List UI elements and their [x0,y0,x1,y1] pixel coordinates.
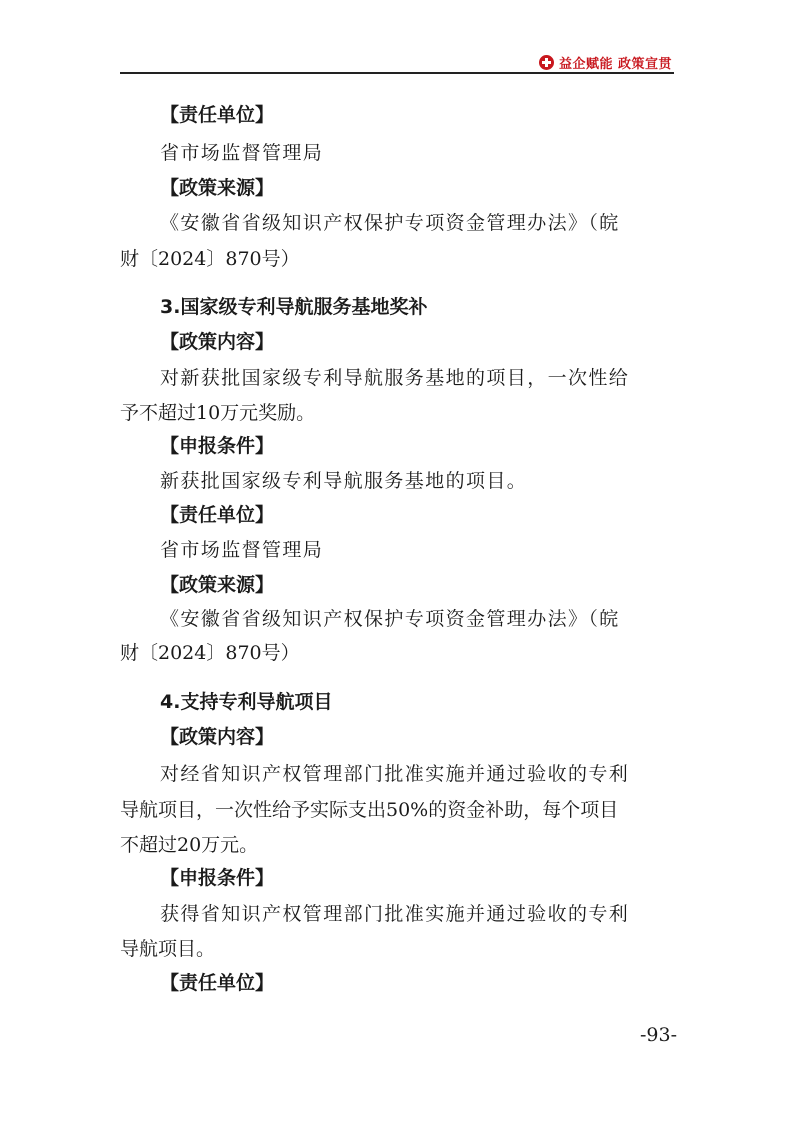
section-tag-responsible-unit: 【责任单位】 [160,972,275,994]
section-tag-policy-source: 【政策来源】 [160,177,275,199]
body-line: 省市场监督管理局 [160,539,324,561]
body-line: 获得省知识产权管理部门批准实施并通过验收的专利 [160,903,630,925]
body-line: 予不超过10万元奖励。 [120,402,316,424]
section-heading-4: 4.支持专利导航项目 [160,691,333,713]
page-number: -93- [640,1024,678,1046]
section-tag-policy-source: 【政策来源】 [160,574,275,596]
section-tag-responsible-unit: 【责任单位】 [160,104,275,126]
brand-logo-icon [539,55,554,70]
section-tag-responsible-unit: 【责任单位】 [160,504,275,526]
body-line: 省市场监督管理局 [160,142,324,164]
header-brand [539,52,672,72]
body-line: 对新获批国家级专利导航服务基地的项目，一次性给 [160,367,630,389]
section-heading-3: 3.国家级专利导航服务基地奖补 [160,296,428,318]
body-line: 《安徽省省级知识产权保护专项资金管理办法》（皖 [160,212,620,234]
body-line: 不超过20万元。 [120,834,259,856]
body-line: 财〔2024〕870号） [120,642,300,664]
body-line: 财〔2024〕870号） [120,248,300,270]
body-line: 导航项目，一次性给予实际支出50%的资金补助，每个项目 [120,799,619,821]
section-tag-application-conditions: 【申报条件】 [160,867,275,889]
body-line: 新获批国家级专利导航服务基地的项目。 [160,470,528,492]
section-tag-policy-content: 【政策内容】 [160,331,275,353]
section-tag-policy-content: 【政策内容】 [160,726,275,748]
body-line: 对经省知识产权管理部门批准实施并通过验收的专利 [160,763,630,785]
header-rule [120,72,674,74]
brand-text: 益企赋能 政策宣贯 [558,56,672,72]
section-tag-application-conditions: 【申报条件】 [160,435,275,457]
body-line: 导航项目。 [120,938,216,960]
body-line: 《安徽省省级知识产权保护专项资金管理办法》（皖 [160,608,620,630]
